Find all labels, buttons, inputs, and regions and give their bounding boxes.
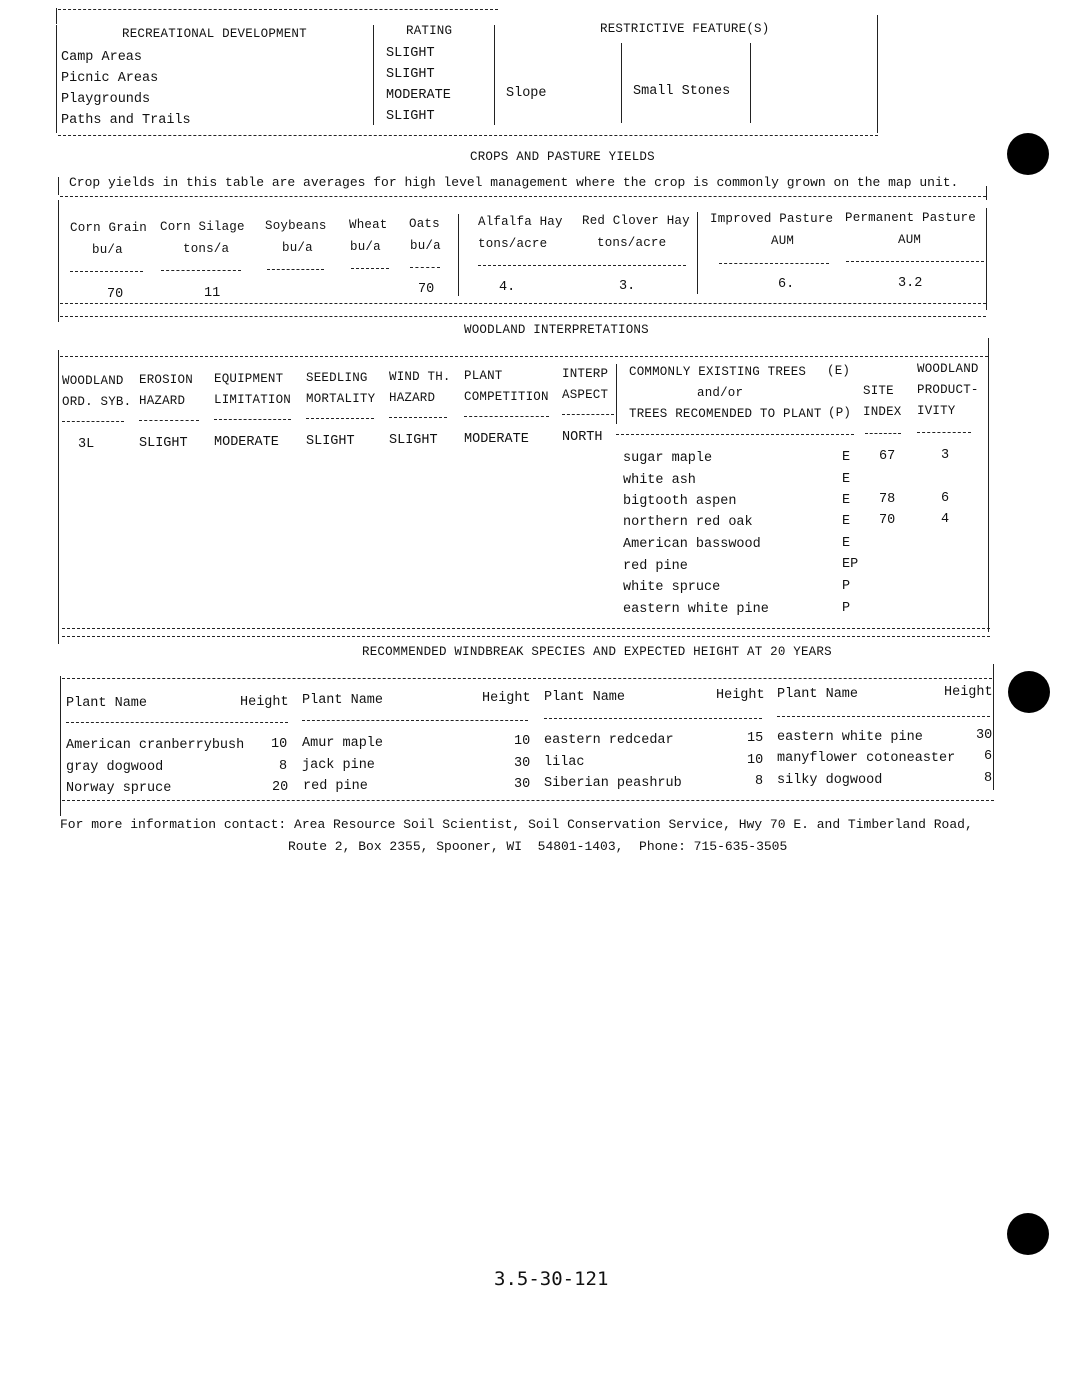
- rule: [697, 212, 698, 294]
- rule: [58, 135, 878, 136]
- wood-header: SITE: [863, 384, 894, 398]
- tree-code: EP: [842, 557, 859, 572]
- windbreak-plant: silky dogwood: [777, 773, 883, 788]
- rule: [544, 718, 762, 719]
- crop-value: 11: [204, 286, 221, 301]
- rule: [62, 800, 994, 801]
- recreational-row-rating: SLIGHT: [386, 46, 435, 61]
- tree-site: 70: [879, 513, 896, 528]
- tree-code: E: [842, 536, 851, 551]
- rule: [410, 267, 440, 268]
- crop-col-name: Corn Silage: [160, 220, 245, 234]
- windbreak-height: 8: [984, 771, 993, 786]
- rule: [877, 15, 878, 133]
- recreational-row-rating: MODERATE: [386, 88, 451, 103]
- crop-col-unit: bu/a: [410, 239, 441, 253]
- windbreak-height: 15: [747, 731, 764, 746]
- rule: [62, 678, 992, 679]
- windbreak-plant: eastern white pine: [777, 730, 923, 745]
- windbreak-header-height: Height: [240, 695, 289, 710]
- wood-header: TREES RECOMENDED TO PLANT: [629, 407, 822, 421]
- tree-name: American basswood: [623, 537, 761, 552]
- woodland-title: WOODLAND INTERPRETATIONS: [464, 323, 649, 337]
- wood-header: EROSION: [139, 373, 193, 387]
- windbreak-plant: Amur maple: [302, 736, 384, 751]
- windbreak-plant: eastern redcedar: [544, 733, 674, 748]
- rule: [58, 177, 59, 195]
- wood-value-ord: 3L: [78, 437, 95, 452]
- tree-prod: 4: [941, 512, 950, 527]
- crop-value: 3.2: [898, 276, 923, 291]
- recreational-row-feature: Slope: [506, 86, 547, 101]
- rule: [62, 636, 990, 637]
- crop-col-unit: tons/acre: [597, 236, 667, 250]
- rule: [846, 261, 984, 262]
- recreational-row-rating: SLIGHT: [386, 109, 435, 124]
- rule: [56, 8, 57, 24]
- wood-header: WOODLAND: [62, 374, 124, 388]
- windbreak-height: 6: [984, 749, 993, 764]
- rule: [494, 25, 495, 125]
- rule: [389, 417, 447, 418]
- tree-name: red pine: [623, 559, 688, 574]
- tree-code: P: [842, 579, 851, 594]
- wood-header: MORTALITY: [306, 392, 376, 406]
- crop-col-name: Soybeans: [265, 219, 327, 233]
- rule: [562, 414, 614, 415]
- wood-header: WIND TH.: [389, 370, 451, 384]
- rule: [351, 268, 389, 269]
- recreational-header-restrictive: RESTRICTIVE FEATURE(S): [600, 22, 770, 36]
- rule: [917, 432, 971, 433]
- recreational-row-name: Paths and Trails: [61, 113, 191, 128]
- tree-name: white spruce: [623, 580, 721, 595]
- crop-value: 70: [107, 287, 124, 302]
- wood-header: LIMITATION: [214, 393, 292, 407]
- wood-header: INDEX: [863, 405, 902, 419]
- wood-header: COMMONLY EXISTING TREES: [629, 365, 807, 379]
- recreational-row-name: Picnic Areas: [61, 71, 159, 86]
- tree-code: E: [842, 493, 851, 508]
- rule: [464, 416, 549, 417]
- punch-hole-middle: [1008, 671, 1050, 713]
- tree-name: eastern white pine: [623, 602, 769, 617]
- rule: [60, 676, 61, 816]
- windbreak-height: 30: [514, 777, 531, 792]
- page-number: 3.5-30-121: [494, 1268, 609, 1290]
- crop-col-name: Permanent Pasture: [845, 211, 976, 225]
- recreational-row-feature: Small Stones: [633, 84, 731, 99]
- rule: [478, 265, 686, 266]
- crop-col-unit: AUM: [898, 233, 922, 247]
- crop-col-name: Improved Pasture: [710, 212, 834, 226]
- crop-col-name: Wheat: [349, 218, 388, 232]
- windbreak-plant: Norway spruce: [66, 781, 172, 796]
- wood-header: WOODLAND: [917, 362, 979, 376]
- wood-header: ORD. SYB.: [62, 395, 132, 409]
- windbreak-title: RECOMMENDED WINDBREAK SPECIES AND EXPECTED HEIGHT AT 20 YEARS: [362, 645, 832, 659]
- punch-hole-bottom: [1007, 1213, 1049, 1255]
- windbreak-header-plant: Plant Name: [777, 687, 859, 702]
- tree-name: sugar maple: [623, 451, 713, 466]
- recreational-header-development: RECREATIONAL DEVELOPMENT: [122, 27, 307, 41]
- crop-col-name: Corn Grain: [70, 221, 148, 235]
- contact-line-2: Route 2, Box 2355, Spooner, WI 54801-1403, Phone: 715-635-3505: [288, 839, 788, 854]
- windbreak-header-height: Height: [716, 688, 765, 703]
- wood-header: HAZARD: [139, 394, 186, 408]
- rule: [719, 263, 829, 264]
- windbreak-plant: manyflower cotoneaster: [777, 751, 956, 766]
- windbreak-height: 10: [747, 753, 764, 768]
- wood-header: and/or: [697, 386, 744, 400]
- rule: [214, 419, 291, 420]
- crop-col-name: Red Clover Hay: [582, 214, 690, 228]
- tree-code: E: [842, 472, 851, 487]
- crop-col-unit: tons/a: [183, 242, 230, 256]
- crop-col-name: Alfalfa Hay: [478, 215, 563, 229]
- rule: [621, 43, 622, 123]
- tree-site: 67: [879, 449, 896, 464]
- windbreak-height: 20: [272, 780, 289, 795]
- rule: [750, 43, 751, 123]
- crop-col-unit: AUM: [771, 234, 795, 248]
- rule: [302, 720, 528, 721]
- crop-value: 3.: [619, 279, 636, 294]
- crop-value: 70: [418, 282, 435, 297]
- windbreak-plant: jack pine: [302, 758, 375, 773]
- wood-header: COMPETITION: [464, 390, 549, 404]
- wood-header: INTERP: [562, 367, 609, 381]
- crop-value: 4.: [499, 280, 516, 295]
- rule: [70, 271, 143, 272]
- recreational-row-name: Playgrounds: [61, 92, 151, 107]
- rule: [58, 9, 498, 10]
- wood-header: EQUIPMENT: [214, 372, 284, 386]
- windbreak-header-plant: Plant Name: [302, 693, 384, 708]
- rule: [60, 316, 986, 317]
- windbreak-plant: American cranberrybush: [66, 738, 245, 753]
- windbreak-height: 8: [755, 774, 764, 789]
- contact-line-1: For more information contact: Area Resource Soil Scientist, Soil Conservation Service, Hwy 70 E. and Timberland Road,: [60, 817, 973, 832]
- rule: [986, 208, 987, 310]
- tree-code: E: [842, 514, 851, 529]
- rule: [161, 270, 241, 271]
- wood-header: SEEDLING: [306, 371, 368, 385]
- tree-site: 78: [879, 492, 896, 507]
- tree-code: E: [842, 450, 851, 465]
- rule: [993, 664, 994, 790]
- wood-value-wind: SLIGHT: [389, 433, 438, 448]
- crop-col-unit: tons/acre: [478, 237, 548, 251]
- windbreak-header-plant: Plant Name: [66, 696, 148, 711]
- recreational-row-name: Camp Areas: [61, 50, 143, 65]
- wood-value-erosion: SLIGHT: [139, 436, 188, 451]
- rule: [458, 214, 459, 296]
- rule: [56, 25, 57, 133]
- windbreak-plant: Siberian peashrub: [544, 776, 682, 791]
- wood-value-aspect: NORTH: [562, 430, 603, 445]
- rule: [865, 433, 901, 434]
- tree-prod: 6: [941, 491, 950, 506]
- rule: [777, 716, 990, 717]
- rule: [60, 196, 986, 197]
- tree-name: white ash: [623, 473, 696, 488]
- wood-header: PLANT: [464, 369, 503, 383]
- rule: [58, 350, 59, 644]
- rule: [986, 186, 987, 200]
- punch-hole-top: [1007, 133, 1049, 175]
- rule: [60, 303, 986, 304]
- windbreak-height: 30: [976, 728, 993, 743]
- crop-col-unit: bu/a: [282, 241, 313, 255]
- wood-header: PRODUCT-: [917, 383, 979, 397]
- rule: [267, 269, 324, 270]
- windbreak-plant: lilac: [544, 755, 585, 770]
- wood-value-plant: MODERATE: [464, 432, 529, 447]
- tree-code: P: [842, 601, 851, 616]
- tree-prod: 3: [941, 448, 950, 463]
- rule: [58, 200, 59, 322]
- windbreak-header-plant: Plant Name: [544, 690, 626, 705]
- crop-col-unit: bu/a: [350, 240, 381, 254]
- wood-value-equipment: MODERATE: [214, 435, 279, 450]
- rule: [616, 434, 854, 435]
- wood-header: (P): [828, 406, 852, 420]
- recreational-header-rating: RATING: [406, 24, 453, 38]
- wood-header: HAZARD: [389, 391, 436, 405]
- tree-name: northern red oak: [623, 515, 753, 530]
- rule: [306, 418, 374, 419]
- windbreak-plant: red pine: [303, 779, 368, 794]
- rule: [616, 364, 617, 424]
- wood-header: ASPECT: [562, 388, 609, 402]
- rule: [373, 25, 374, 125]
- windbreak-height: 30: [514, 756, 531, 771]
- tree-name: bigtooth aspen: [623, 494, 737, 509]
- windbreak-height: 8: [279, 759, 288, 774]
- crop-value: 6.: [778, 277, 795, 292]
- wood-header: (E): [827, 364, 851, 378]
- crop-col-unit: bu/a: [92, 243, 123, 257]
- windbreak-height: 10: [514, 734, 531, 749]
- wood-value-seedling: SLIGHT: [306, 434, 355, 449]
- rule: [139, 420, 199, 421]
- rule: [988, 338, 989, 632]
- rule: [62, 628, 990, 629]
- recreational-row-rating: SLIGHT: [386, 67, 435, 82]
- windbreak-plant: gray dogwood: [66, 760, 164, 775]
- windbreak-height: 10: [271, 737, 288, 752]
- crops-title: CROPS AND PASTURE YIELDS: [470, 150, 655, 164]
- rule: [66, 722, 288, 723]
- windbreak-header-height: Height: [944, 685, 993, 700]
- crops-note: Crop yields in this table are averages for high level management where the crop is commonly grown on the map unit.: [69, 175, 959, 190]
- rule: [60, 356, 988, 357]
- wood-header: IVITY: [917, 404, 956, 418]
- rule: [62, 421, 124, 422]
- windbreak-header-height: Height: [482, 691, 531, 706]
- crop-col-name: Oats: [409, 217, 440, 231]
